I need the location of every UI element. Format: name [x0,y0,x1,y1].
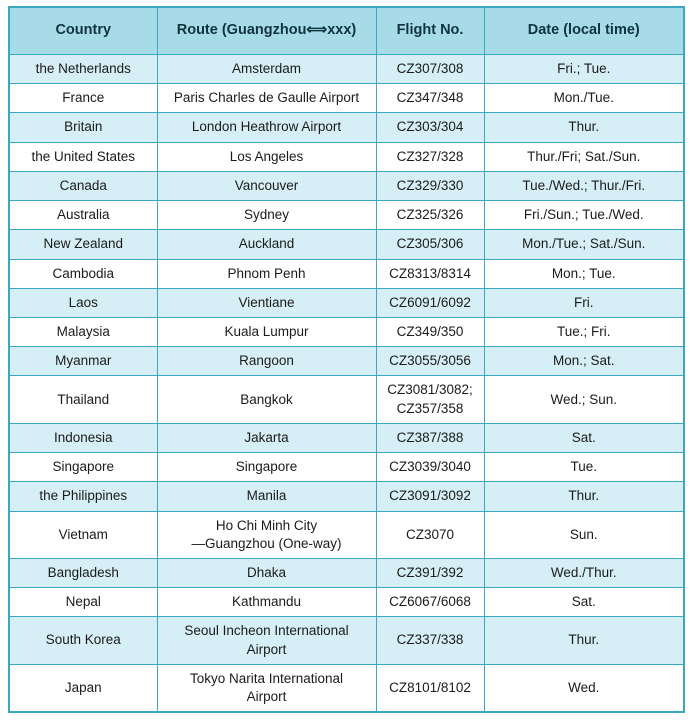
cell-date: Sat. [484,588,684,617]
cell-route: Vancouver [157,171,376,200]
cell-country: the Philippines [9,482,157,511]
cell-date: Thur. [484,482,684,511]
cell-flight-no-line-2: CZ357/358 [396,400,464,416]
cell-route: Auckland [157,230,376,259]
cell-country: Japan [9,664,157,712]
cell-date: Wed.; Sun. [484,376,684,423]
cell-date: Tue./Wed.; Thur./Fri. [484,171,684,200]
table-row [9,511,684,558]
cell-date: Sat. [484,423,684,452]
cell-flight-no: CZ391/392 [376,558,484,587]
cell-route [157,617,376,664]
cell-date: Fri./Sun.; Tue./Wed. [484,201,684,230]
cell-date: Wed. [484,664,684,712]
cell-flight-no: CZ327/328 [376,142,484,171]
cell-date: Thur. [484,617,684,664]
cell-country: Singapore [9,453,157,482]
cell-route: Kathmandu [157,588,376,617]
cell-date: Thur./Fri; Sat./Sun. [484,142,684,171]
cell-country: Nepal [9,588,157,617]
table-row [9,113,684,142]
cell-country: Canada [9,171,157,200]
table-row [9,347,684,376]
cell-date: Mon.; Tue. [484,259,684,288]
cell-route: Amsterdam [157,55,376,84]
cell-flight-no [376,376,484,423]
cell-country: Indonesia [9,423,157,452]
table-row [9,259,684,288]
table-row [9,617,684,664]
cell-country: New Zealand [9,230,157,259]
column-header-country: Country [9,7,157,55]
cell-flight-no: CZ307/308 [376,55,484,84]
cell-flight-no: CZ387/388 [376,423,484,452]
table-row [9,588,684,617]
cell-route: Paris Charles de Gaulle Airport [157,84,376,113]
cell-flight-no: CZ3070 [376,511,484,558]
cell-flight-no: CZ8101/8102 [376,664,484,712]
cell-route: Dhaka [157,558,376,587]
cell-date: Mon./Tue. [484,84,684,113]
table-header-row [9,7,684,55]
table-row [9,664,684,712]
cell-country: France [9,84,157,113]
cell-route-line-1: Tokyo Narita International [189,670,344,686]
cell-country: South Korea [9,617,157,664]
cell-flight-no: CZ303/304 [376,113,484,142]
table-row [9,423,684,452]
cell-flight-no: CZ347/348 [376,84,484,113]
cell-route: Singapore [157,453,376,482]
cell-flight-no: CZ3091/3092 [376,482,484,511]
cell-route: Rangoon [157,347,376,376]
cell-route-line-1: Ho Chi Minh City [215,517,318,533]
cell-route: Bangkok [157,376,376,423]
cell-flight-no: CZ3039/3040 [376,453,484,482]
cell-date: Fri. [484,288,684,317]
cell-route-line-2: —Guangzhou (One-way) [191,535,342,551]
cell-route: Kuala Lumpur [157,317,376,346]
cell-date: Mon./Tue.; Sat./Sun. [484,230,684,259]
cell-route: Phnom Penh [157,259,376,288]
cell-route: Manila [157,482,376,511]
cell-date: Mon.; Sat. [484,347,684,376]
cell-country: Australia [9,201,157,230]
flight-schedule-table [8,6,685,713]
table-row [9,288,684,317]
cell-route [157,511,376,558]
column-header-route: Route (Guangzhou⟺xxx) [157,7,376,55]
table-row [9,55,684,84]
cell-country: Malaysia [9,317,157,346]
cell-country: Cambodia [9,259,157,288]
table-header [9,7,684,55]
table-row [9,376,684,423]
cell-flight-no: CZ305/306 [376,230,484,259]
cell-country: Laos [9,288,157,317]
cell-country: the United States [9,142,157,171]
cell-route [157,664,376,712]
table-row [9,230,684,259]
cell-flight-no: CZ337/338 [376,617,484,664]
cell-date: Tue.; Fri. [484,317,684,346]
cell-route: Los Angeles [157,142,376,171]
column-header-flight-no: Flight No. [376,7,484,55]
table-row [9,84,684,113]
table-row [9,201,684,230]
cell-date: Wed./Thur. [484,558,684,587]
cell-route-line-2: Airport [246,641,287,657]
table-body [9,55,684,713]
cell-date: Fri.; Tue. [484,55,684,84]
cell-flight-no: CZ6067/6068 [376,588,484,617]
cell-country: Britain [9,113,157,142]
table-row [9,142,684,171]
cell-country: Myanmar [9,347,157,376]
cell-route: Sydney [157,201,376,230]
cell-route-line-1: Seoul Incheon International [184,623,349,639]
table-row [9,171,684,200]
cell-flight-no: CZ6091/6092 [376,288,484,317]
table-row [9,317,684,346]
cell-date: Thur. [484,113,684,142]
cell-country: Bangladesh [9,558,157,587]
cell-route: Jakarta [157,423,376,452]
cell-country: the Netherlands [9,55,157,84]
column-header-date: Date (local time) [484,7,684,55]
cell-flight-no: CZ329/330 [376,171,484,200]
cell-flight-no: CZ349/350 [376,317,484,346]
cell-flight-no: CZ325/326 [376,201,484,230]
cell-flight-no: CZ8313/8314 [376,259,484,288]
cell-date: Tue. [484,453,684,482]
cell-flight-no: CZ3055/3056 [376,347,484,376]
cell-route: London Heathrow Airport [157,113,376,142]
cell-country: Thailand [9,376,157,423]
cell-country: Vietnam [9,511,157,558]
cell-route-line-2: Airport [246,689,287,705]
cell-route: Vientiane [157,288,376,317]
cell-date: Sun. [484,511,684,558]
table-row [9,482,684,511]
cell-flight-no-line-1: CZ3081/3082; [387,382,473,398]
table-row [9,453,684,482]
table-row [9,558,684,587]
